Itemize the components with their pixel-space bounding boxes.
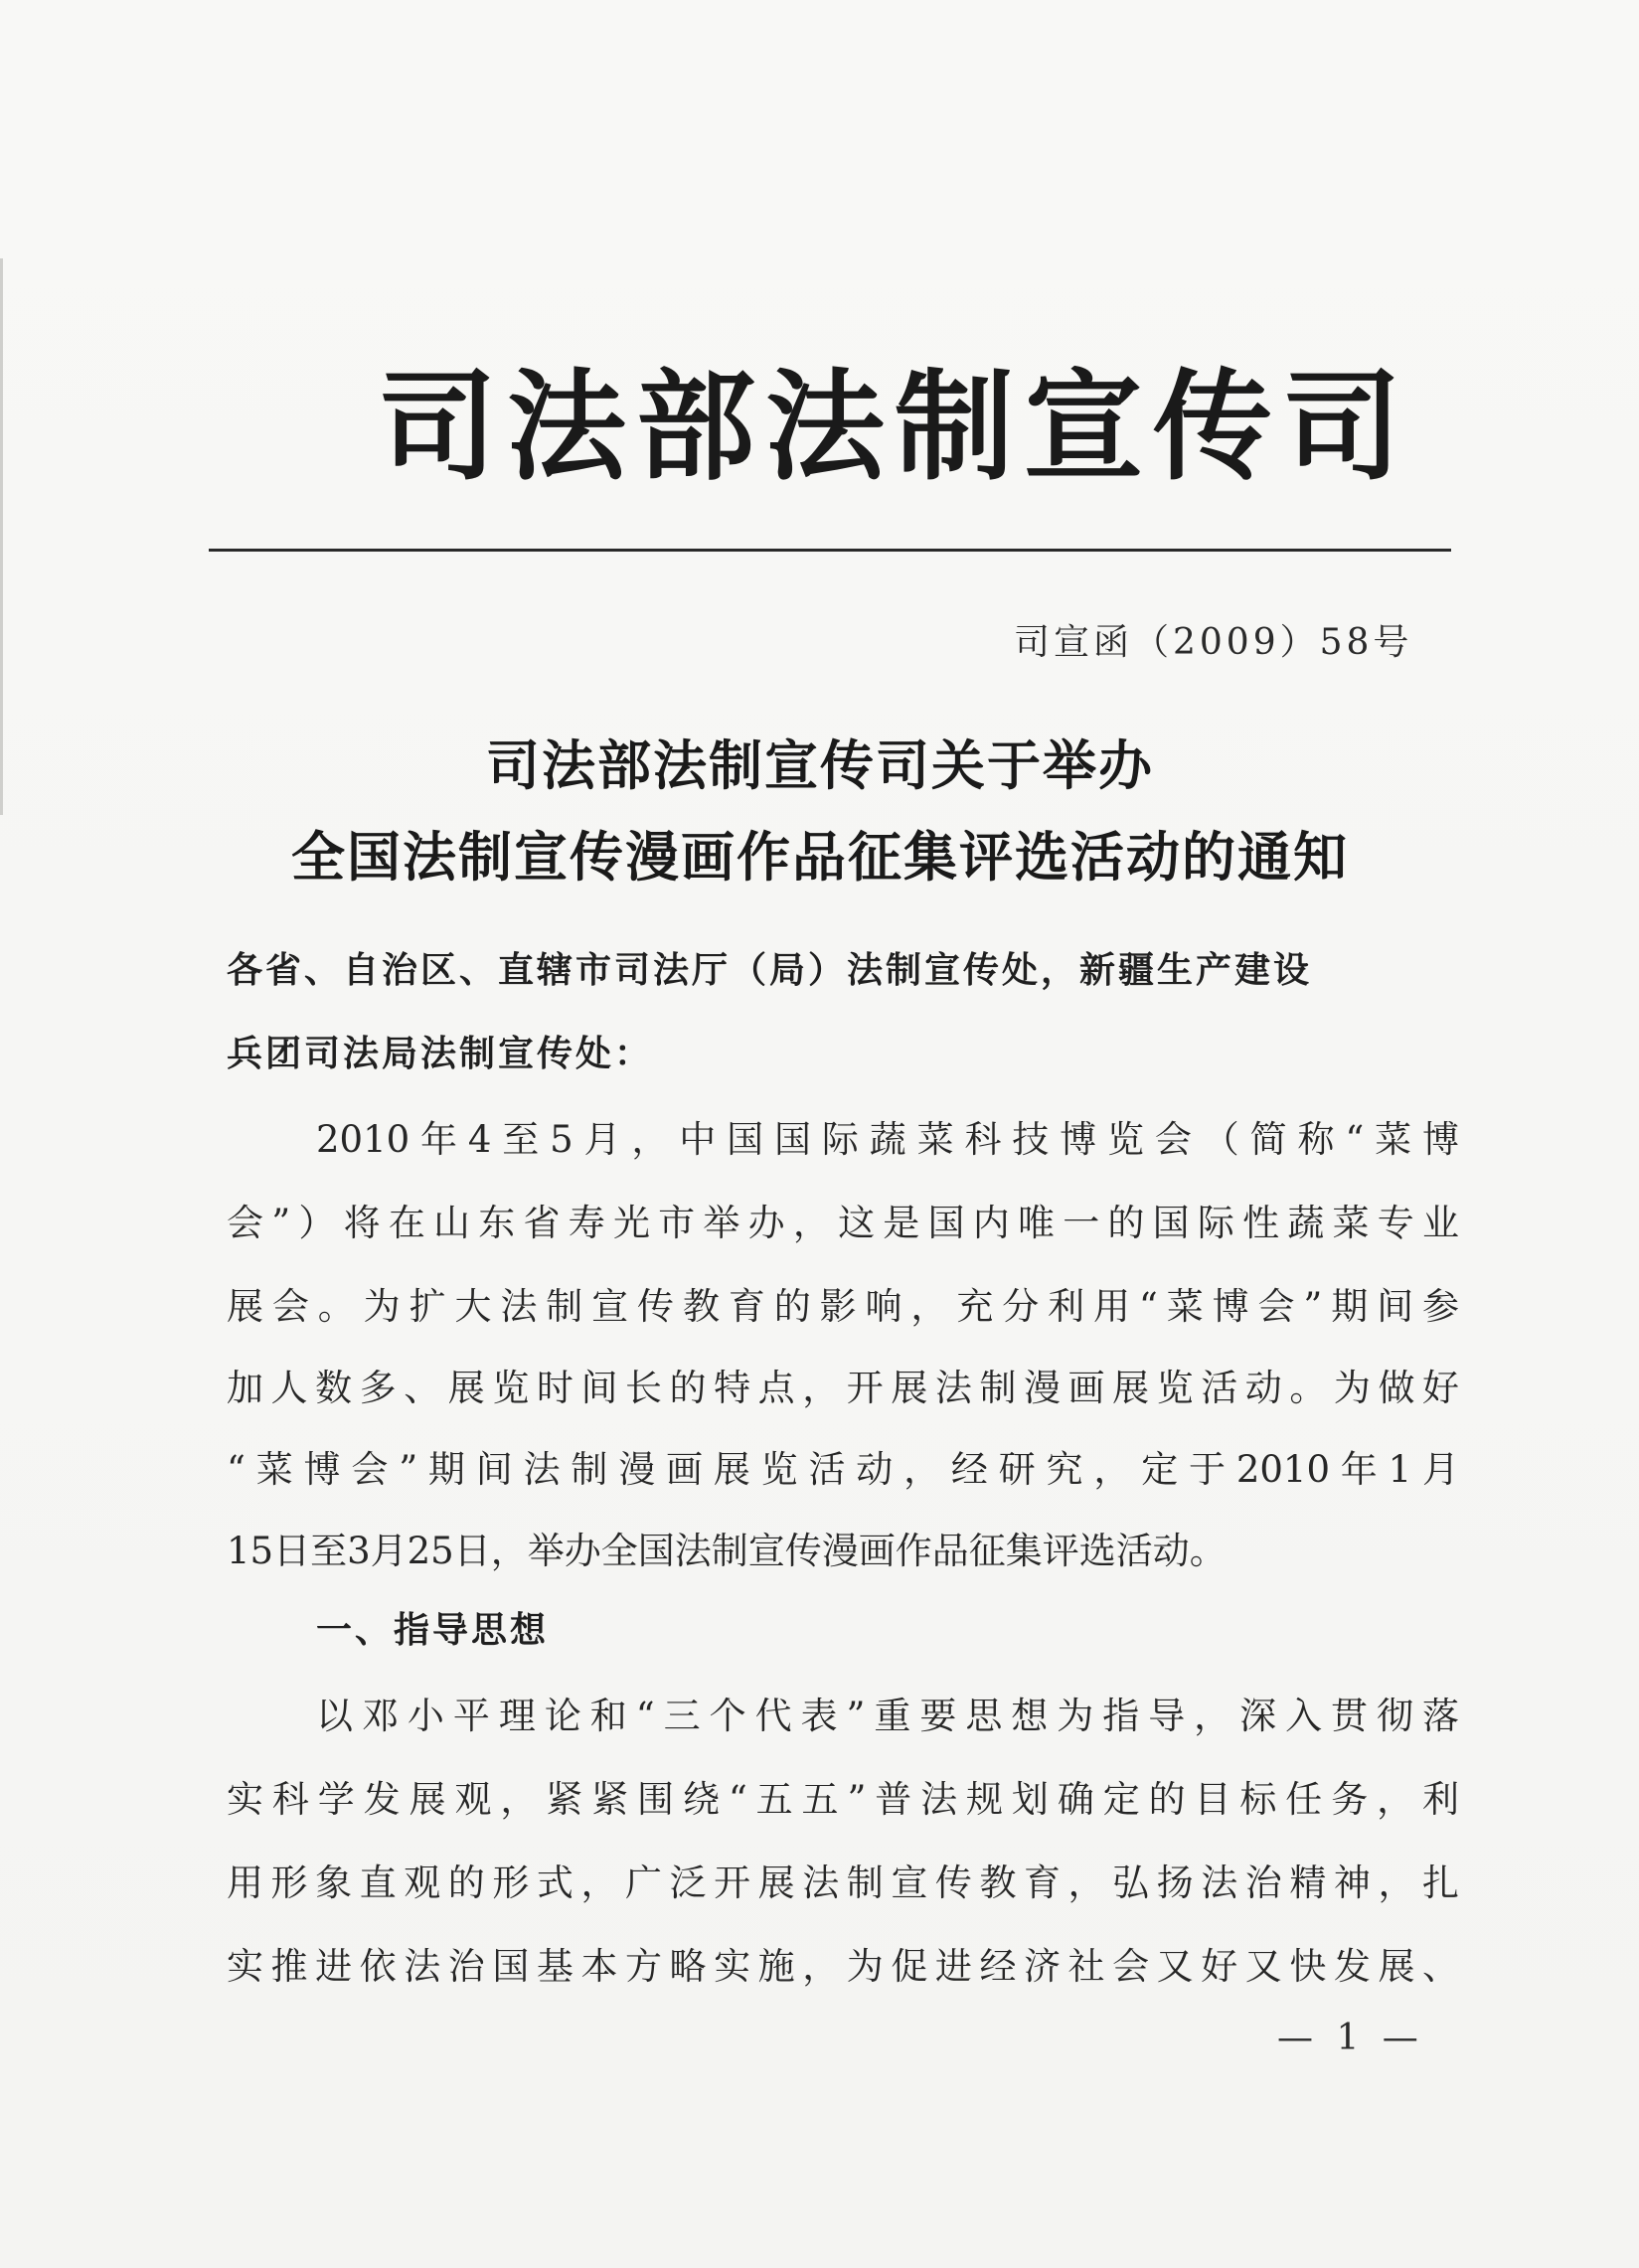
document-title-line-2: 全国法制宣传漫画作品征集评选活动的通知 xyxy=(291,825,1349,889)
document-number: 司宣函（2009）58号 xyxy=(1014,622,1413,663)
paragraph-2-line-2: 实科学发展观，紧紧围绕“五五”普法规划确定的目标任务，利 xyxy=(227,1778,1459,1821)
paragraph-1-line-2: 会”）将在山东省寿光市举办，这是国内唯一的国际性蔬菜专业 xyxy=(227,1202,1459,1244)
addressee-line-1: 各省、自治区、直辖市司法厅（局）法制宣传处，新疆生产建设 xyxy=(227,950,1313,991)
paragraph-2-line-4: 实推进依法治国基本方略实施，为促进经济社会又好又快发展、 xyxy=(227,1945,1459,1988)
paragraph-1-line-6: 15日至3月25日，举办全国法制宣传漫画作品征集评选活动。 xyxy=(227,1530,1227,1572)
document-title-line-1: 司法部法制宣传司关于举办 xyxy=(486,733,1154,797)
header-divider xyxy=(209,549,1451,552)
paragraph-1-line-5: “菜博会”期间法制漫画展览活动，经研究，定于2010年1月 xyxy=(227,1448,1459,1491)
addressee-line-2: 兵团司法局法制宣传处： xyxy=(227,1034,654,1074)
issuer-header: 司法部法制宣传司 xyxy=(378,357,1411,497)
page-number: — 1 — xyxy=(1277,2018,1424,2058)
paragraph-1-line-1: 2010年4至5月，中国国际蔬菜科技博览会（简称“菜博 xyxy=(316,1118,1459,1161)
paragraph-1-line-4: 加人数多、展览时间长的特点，开展法制漫画展览活动。为做好 xyxy=(227,1367,1459,1409)
paragraph-2-line-1: 以邓小平理论和“三个代表”重要思想为指导，深入贯彻落 xyxy=(316,1695,1459,1737)
paragraph-2-line-3: 用形象直观的形式，广泛开展法制宣传教育，弘扬法治精神，扎 xyxy=(227,1862,1459,1904)
section-heading-guiding-thought: 一、指导思想 xyxy=(316,1610,550,1651)
paragraph-1-line-3: 展会。为扩大法制宣传教育的影响，充分利用“菜博会”期间参 xyxy=(227,1285,1459,1328)
scan-edge-mark xyxy=(0,258,3,815)
